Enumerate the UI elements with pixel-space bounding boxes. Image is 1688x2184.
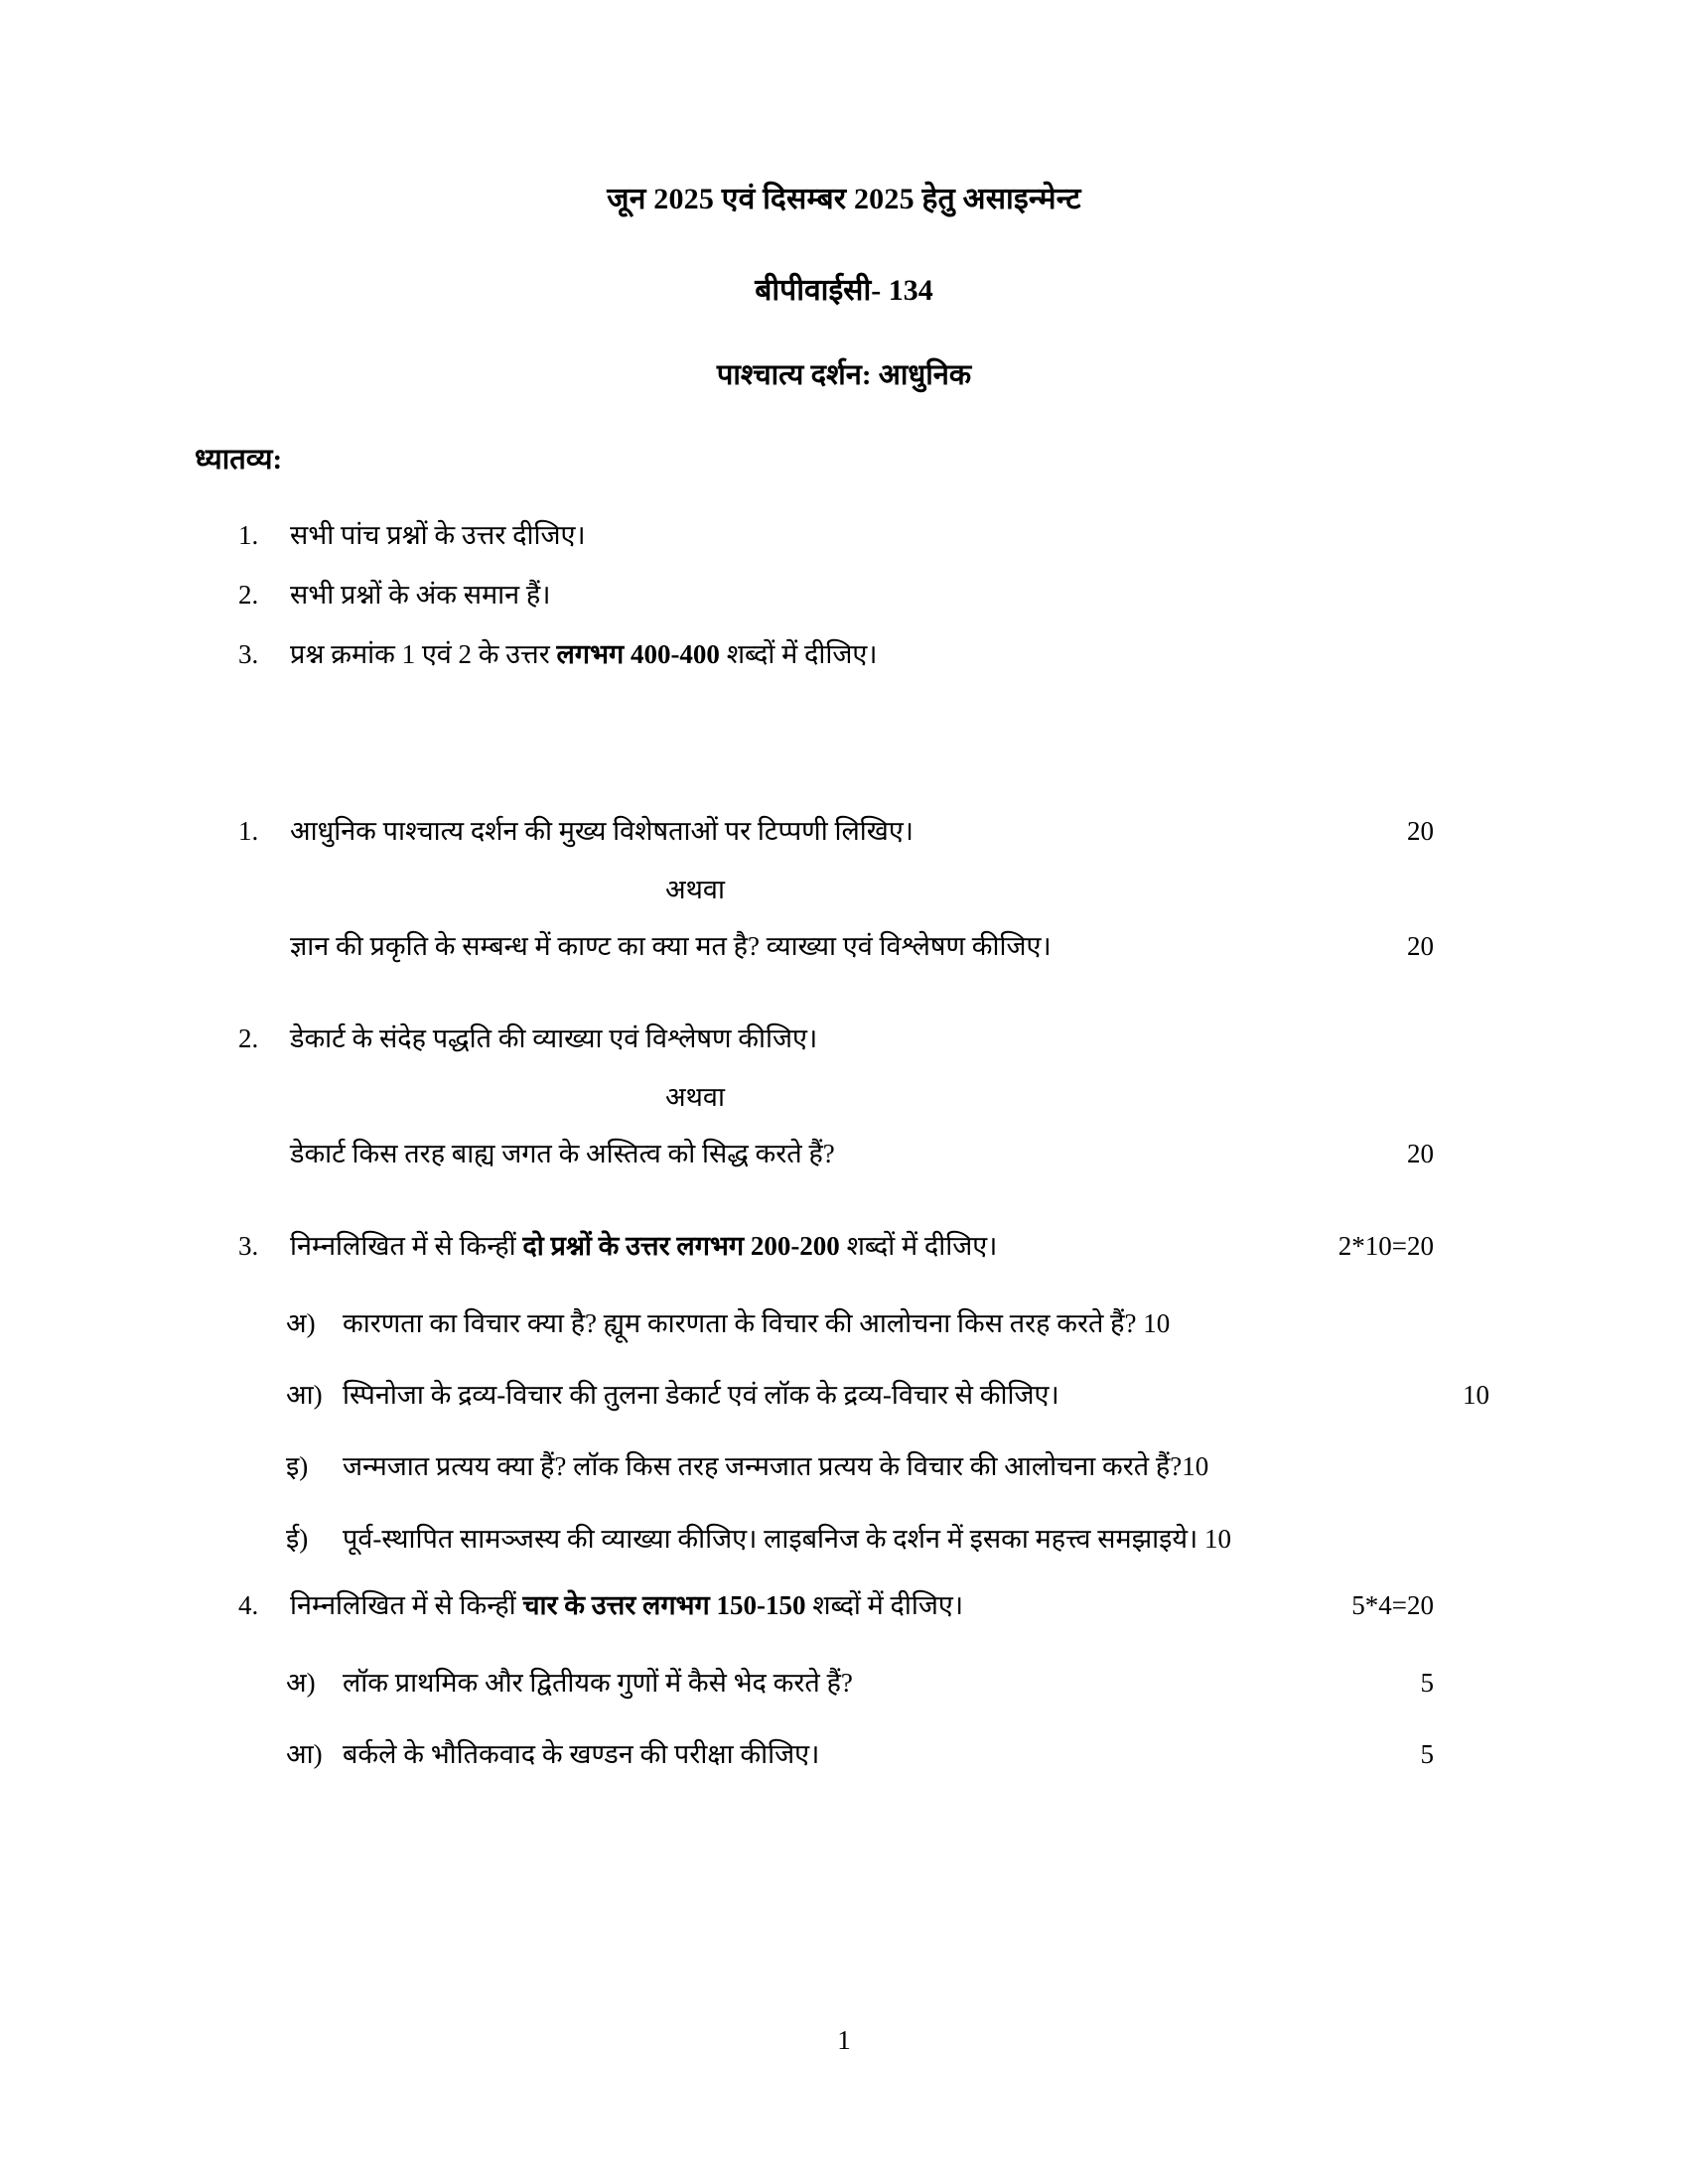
instruction-text: सभी प्रश्नों के अंक समान हैं। [290, 580, 551, 610]
question-marks: 2*10=20 [1337, 1231, 1434, 1261]
instruction-item-3 [0, 641, 1688, 668]
instruction-number: 3. [238, 639, 259, 669]
question-block-1 [0, 818, 1688, 960]
page-number: 1 [837, 2025, 851, 2055]
alternative-separator-1: अथवा [665, 875, 725, 904]
question-2 [0, 1025, 1688, 1052]
question-2-alternative [0, 1141, 1688, 1167]
question-text: आधुनिक पाश्चात्य दर्शन की मुख्य विशेषताओं पर टिप्पणी लिखिए। [290, 816, 914, 846]
instruction-number: 2. [238, 580, 259, 610]
question-marks: 5*4=20 [1351, 1589, 1434, 1620]
subitem-label: अ) [286, 1667, 316, 1698]
question-number: 2. [238, 1024, 259, 1053]
question-marks: 20 [1407, 1139, 1434, 1168]
subitem-marks: 5 [1420, 1738, 1434, 1769]
question-number: 3. [238, 1231, 259, 1261]
note-label: ध्यातव्य: [195, 444, 283, 476]
page-title: जून 2025 एवं दिसम्बर 2025 हेतु असाइन्मेन्ट [607, 183, 1081, 215]
question-text: ज्ञान की प्रकृति के सम्बन्ध में काण्ट का क्या मत है? व्याख्या एवं विश्लेषण कीजिए। [290, 931, 1052, 961]
question-text-emphasis: दो प्रश्नों के उत्तर लगभग 200-200 [522, 1231, 840, 1261]
subitem-text: लॉक प्राथमिक और द्वितीयक गुणों में कैसे भेद करते हैं? [343, 1667, 853, 1698]
question-1 [0, 818, 1688, 845]
question-3 [0, 1233, 1688, 1260]
subitem-label: आ) [286, 1380, 323, 1411]
question-marks: 20 [1407, 931, 1434, 961]
question-3-subitem-ii [0, 1521, 1688, 1557]
question-text-emphasis: चार के उत्तर लगभग 150-150 [522, 1589, 806, 1620]
instructions-list [0, 522, 1688, 668]
subitem-label: ई) [286, 1523, 309, 1554]
subitem-text: पूर्व-स्थापित सामञ्जस्य की व्याख्या कीजिए। लाइबनिज के दर्शन में इसका महत्त्व समझाइये। 10 [343, 1523, 1231, 1554]
instruction-text-prefix: प्रश्न क्रमांक 1 एवं 2 के उत्तर [290, 639, 557, 669]
instruction-text-emphasis: लगभग 400-400 [556, 639, 720, 669]
subitem-marks: 5 [1420, 1667, 1434, 1698]
instruction-text-suffix: शब्दों में दीजिए। [719, 639, 878, 669]
subitem-text: बर्कले के भौतिकवाद के खण्डन की परीक्षा कीजिए। [343, 1738, 820, 1769]
subitem-text: स्पिनोजा के द्रव्य-विचार की तुलना डेकार्ट एवं लॉक के द्रव्य-विचार से कीजिए। [343, 1380, 1059, 1411]
question-number: 4. [238, 1589, 259, 1620]
question-block-4 [0, 1589, 1688, 1772]
question-3-subitem-aa [0, 1377, 1688, 1413]
instruction-item-2 [0, 582, 1688, 609]
question-text: डेकार्ट के संदेह पद्धति की व्याख्या एवं विश्लेषण कीजिए। [290, 1024, 818, 1053]
question-block-3 [0, 1233, 1688, 1557]
question-text-prefix: निम्नलिखित में से किन्हीं [290, 1589, 523, 1620]
question-text: डेकार्ट किस तरह बाह्य जगत के अस्तित्व को सिद्ध करते हैं? [290, 1139, 835, 1168]
question-number: 1. [238, 816, 259, 846]
question-block-2 [0, 1025, 1688, 1167]
subitem-text: जन्मजात प्रत्यय क्या हैं? लॉक किस तरह जन्मजात प्रत्यय के विचार की आलोचना करते हैं?10 [343, 1451, 1209, 1482]
document-header [0, 0, 1688, 390]
subitem-text: कारणता का विचार क्या है? ह्यूम कारणता के विचार की आलोचना किस तरह करते हैं? 10 [343, 1308, 1171, 1338]
instruction-text: सभी पांच प्रश्नों के उत्तर दीजिए। [290, 520, 586, 550]
subitem-marks: 10 [1463, 1380, 1489, 1411]
question-3-subitem-a [0, 1305, 1688, 1341]
subitem-label: आ) [286, 1738, 323, 1769]
instruction-item-1 [0, 522, 1688, 549]
question-1-alternative [0, 933, 1688, 960]
alternative-separator-2: अथवा [665, 1082, 725, 1112]
question-text-suffix: शब्दों में दीजिए। [805, 1589, 964, 1620]
question-text-suffix: शब्दों में दीजिए। [839, 1231, 998, 1261]
question-text-prefix: निम्नलिखित में से किन्हीं [290, 1231, 523, 1261]
question-4-subitem-a [0, 1665, 1688, 1701]
question-4-subitem-aa [0, 1736, 1688, 1772]
subitem-label: इ) [286, 1451, 309, 1482]
instruction-number: 1. [238, 520, 259, 550]
question-marks: 20 [1407, 816, 1434, 846]
course-code: बीपीवाईसी- 134 [755, 274, 933, 307]
question-4 [0, 1589, 1688, 1620]
subitem-label: अ) [286, 1308, 316, 1338]
course-name: पाश्चात्य दर्शन: आधुनिक [716, 359, 972, 391]
question-3-subitem-i [0, 1448, 1688, 1484]
